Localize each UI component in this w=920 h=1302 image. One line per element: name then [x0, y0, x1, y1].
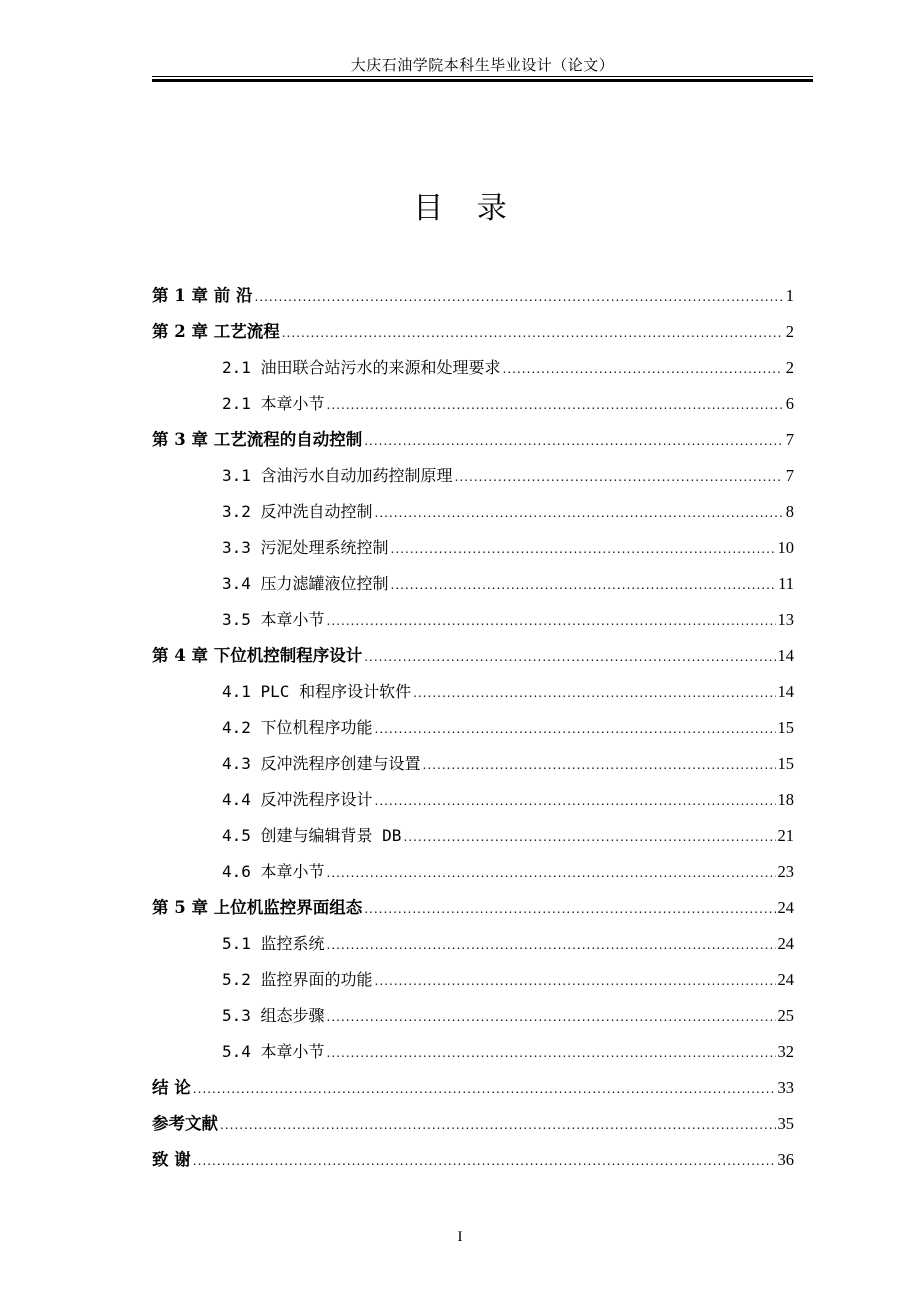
toc-entry-page-number: 35 — [777, 1114, 794, 1133]
toc-entry-page-number: 1 — [785, 286, 794, 305]
toc-section-entry[interactable] — [152, 782, 794, 818]
toc-entry-label: 3.2 反冲洗自动控制 — [222, 502, 373, 521]
toc-dot-leader — [391, 531, 776, 567]
toc-entry-page-number: 36 — [777, 1150, 794, 1169]
toc-chapter-entry[interactable] — [152, 314, 794, 350]
toc-entry-label: 第 1 章 前 沿 — [152, 286, 253, 305]
toc-dot-leader — [193, 1071, 776, 1107]
toc-dot-leader — [375, 495, 782, 531]
toc-entry-label: 4.3 反冲洗程序创建与设置 — [222, 754, 421, 773]
toc-dot-leader — [375, 783, 776, 819]
toc-dot-leader — [282, 315, 782, 351]
toc-entry-page-number: 6 — [785, 394, 794, 413]
toc-section-entry[interactable] — [152, 386, 794, 422]
toc-dot-leader — [364, 639, 775, 675]
toc-dot-leader — [193, 1143, 776, 1179]
toc-entry-page-number: 33 — [777, 1078, 794, 1097]
toc-entry-label: 3.1 含油污水自动加药控制原理 — [222, 466, 453, 485]
toc-dot-leader — [403, 819, 775, 855]
toc-dot-leader — [375, 711, 776, 747]
toc-chapter-entry[interactable] — [152, 1142, 794, 1178]
header-rule-thick — [152, 79, 813, 82]
header-rule-thin — [152, 76, 813, 77]
toc-entry-label: 第 5 章 上位机监控界面组态 — [152, 898, 363, 917]
toc-entry-page-number: 24 — [777, 970, 794, 989]
toc-section-entry[interactable] — [152, 350, 794, 386]
table-of-contents — [152, 278, 794, 1178]
toc-section-entry[interactable] — [152, 818, 794, 854]
toc-chapter-entry[interactable] — [152, 638, 794, 674]
toc-section-entry[interactable] — [152, 674, 794, 710]
toc-entry-label: 2.1 本章小节 — [222, 394, 325, 413]
toc-entry-label: 结 论 — [152, 1078, 191, 1097]
toc-entry-label: 4.6 本章小节 — [222, 862, 325, 881]
toc-dot-leader — [375, 963, 776, 999]
page-title: 目 录 — [413, 191, 519, 226]
toc-dot-leader — [327, 999, 776, 1035]
toc-dot-leader — [327, 1035, 776, 1071]
toc-section-entry[interactable] — [152, 710, 794, 746]
toc-chapter-entry[interactable] — [152, 1106, 794, 1142]
toc-entry-page-number: 7 — [785, 466, 794, 485]
toc-entry-label: 参考文献 — [152, 1114, 218, 1133]
toc-dot-leader — [327, 855, 776, 891]
toc-entry-page-number: 24 — [777, 934, 794, 953]
toc-section-entry[interactable] — [152, 854, 794, 890]
toc-dot-leader — [254, 279, 782, 315]
toc-entry-label: 4.5 创建与编辑背景 DB — [222, 826, 402, 845]
toc-dot-leader — [327, 387, 782, 423]
toc-section-entry[interactable] — [152, 1034, 794, 1070]
running-header: 大庆石油学院本科生毕业设计（论文） — [350, 56, 615, 74]
toc-dot-leader — [364, 891, 775, 927]
toc-entry-page-number: 21 — [777, 826, 794, 845]
toc-entry-page-number: 23 — [777, 862, 794, 881]
toc-entry-page-number: 32 — [777, 1042, 794, 1061]
toc-entry-page-number: 14 — [777, 682, 794, 701]
toc-entry-page-number: 25 — [777, 1006, 794, 1025]
toc-section-entry[interactable] — [152, 602, 794, 638]
toc-entry-page-number: 2 — [785, 322, 794, 341]
toc-section-entry[interactable] — [152, 458, 794, 494]
toc-entry-label: 致 谢 — [152, 1150, 191, 1169]
toc-section-entry[interactable] — [152, 494, 794, 530]
toc-chapter-entry[interactable] — [152, 278, 794, 314]
toc-dot-leader — [413, 675, 775, 711]
toc-dot-leader — [455, 459, 782, 495]
toc-dot-leader — [327, 603, 776, 639]
toc-entry-page-number: 14 — [777, 646, 794, 665]
toc-entry-page-number: 10 — [777, 538, 794, 557]
toc-section-entry[interactable] — [152, 998, 794, 1034]
toc-entry-page-number: 7 — [785, 430, 794, 449]
toc-entry-page-number: 18 — [777, 790, 794, 809]
toc-entry-label: 4.1 PLC 和程序设计软件 — [222, 682, 412, 701]
toc-entry-label: 5.1 监控系统 — [222, 934, 325, 953]
toc-entry-label: 4.4 反冲洗程序设计 — [222, 790, 373, 809]
toc-entry-label: 第 2 章 工艺流程 — [152, 322, 280, 341]
toc-entry-label: 4.2 下位机程序功能 — [222, 718, 373, 737]
toc-entry-label: 第 4 章 下位机控制程序设计 — [152, 646, 363, 665]
toc-dot-leader — [327, 927, 776, 963]
toc-section-entry[interactable] — [152, 962, 794, 998]
toc-entry-label: 5.3 组态步骤 — [222, 1006, 325, 1025]
toc-chapter-entry[interactable] — [152, 1070, 794, 1106]
toc-dot-leader — [220, 1107, 776, 1143]
toc-chapter-entry[interactable] — [152, 422, 794, 458]
toc-section-entry[interactable] — [152, 746, 794, 782]
toc-entry-page-number: 11 — [778, 574, 794, 593]
toc-entry-page-number: 8 — [785, 502, 794, 521]
toc-dot-leader — [364, 423, 782, 459]
toc-entry-label: 3.4 压力滤罐液位控制 — [222, 574, 389, 593]
toc-entry-page-number: 15 — [777, 718, 794, 737]
page-number: I — [457, 1229, 463, 1245]
toc-entry-label: 2.1 油田联合站污水的来源和处理要求 — [222, 358, 501, 377]
toc-entry-label: 第 3 章 工艺流程的自动控制 — [152, 430, 363, 449]
toc-section-entry[interactable] — [152, 566, 794, 602]
toc-entry-label: 3.3 污泥处理系统控制 — [222, 538, 389, 557]
toc-entry-page-number: 2 — [785, 358, 794, 377]
toc-entry-label: 3.5 本章小节 — [222, 610, 325, 629]
toc-entry-label: 5.4 本章小节 — [222, 1042, 325, 1061]
toc-entry-page-number: 24 — [777, 898, 794, 917]
toc-dot-leader — [391, 567, 777, 603]
toc-entry-page-number: 15 — [777, 754, 794, 773]
toc-chapter-entry[interactable] — [152, 890, 794, 926]
toc-entry-label: 5.2 监控界面的功能 — [222, 970, 373, 989]
toc-section-entry[interactable] — [152, 926, 794, 962]
toc-dot-leader — [503, 351, 782, 387]
toc-dot-leader — [423, 747, 776, 783]
toc-section-entry[interactable] — [152, 530, 794, 566]
toc-entry-page-number: 13 — [777, 610, 794, 629]
